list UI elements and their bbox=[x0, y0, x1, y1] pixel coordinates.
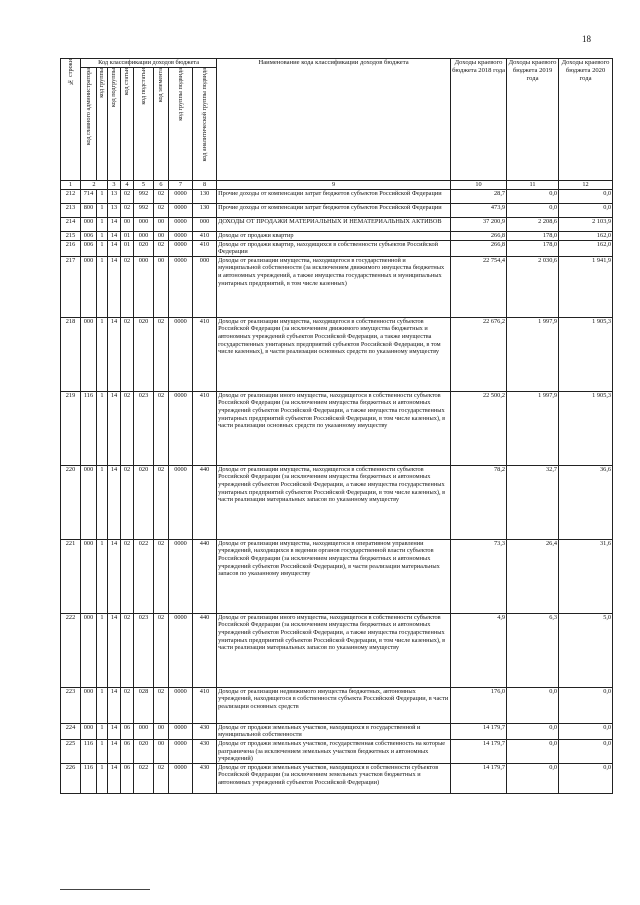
table-row bbox=[61, 465, 613, 539]
code-col-header: код подстатьи bbox=[134, 68, 154, 181]
code-cell: 00 bbox=[154, 739, 169, 763]
code-cell: 0000 bbox=[169, 317, 193, 391]
line-number-cell: 223 bbox=[61, 687, 81, 723]
code-cell: 000 bbox=[81, 465, 97, 539]
revenue-amount-cell: 0,0 bbox=[559, 687, 613, 723]
code-cell: 440 bbox=[193, 539, 217, 613]
revenue-amount-cell: 14 179,7 bbox=[451, 739, 507, 763]
code-cell: 000 bbox=[81, 613, 97, 687]
code-cell: 116 bbox=[81, 739, 97, 763]
code-cell: 13 bbox=[108, 190, 121, 204]
revenue-amount-cell: 0,0 bbox=[507, 190, 559, 204]
code-cell: 006 bbox=[81, 240, 97, 256]
revenue-amount-cell: 36,6 bbox=[559, 465, 613, 539]
revenue-name-cell: Прочие доходы от компенсации затрат бюджетов субъектов Российской Федерации bbox=[217, 190, 451, 204]
table-row bbox=[61, 613, 613, 687]
code-cell: 000 bbox=[81, 723, 97, 739]
revenue-amount-cell: 162,0 bbox=[559, 240, 613, 256]
code-cell: 0000 bbox=[169, 232, 193, 241]
code-cell: 14 bbox=[108, 256, 121, 317]
code-cell: 02 bbox=[121, 204, 134, 218]
column-number: 1 bbox=[61, 181, 81, 190]
code-cell: 410 bbox=[193, 391, 217, 465]
revenue-amount-cell: 1 905,3 bbox=[559, 391, 613, 465]
code-cell: 130 bbox=[193, 204, 217, 218]
code-cell: 02 bbox=[154, 687, 169, 723]
line-number-cell: 226 bbox=[61, 763, 81, 793]
code-col-header: код аналитической группы подвида bbox=[193, 68, 217, 181]
code-cell: 00 bbox=[154, 232, 169, 241]
code-cell: 410 bbox=[193, 240, 217, 256]
code-cell: 1 bbox=[97, 539, 108, 613]
code-cell: 714 bbox=[81, 190, 97, 204]
code-cell: 02 bbox=[121, 256, 134, 317]
code-cell: 14 bbox=[108, 539, 121, 613]
code-cell: 800 bbox=[81, 204, 97, 218]
code-col-header: код группы bbox=[97, 68, 108, 181]
revenue-amount-cell: 14 179,7 bbox=[451, 723, 507, 739]
revenue-amount-cell: 28,7 bbox=[451, 190, 507, 204]
line-number-cell: 215 bbox=[61, 232, 81, 241]
classification-code-group-header: Код классификации доходов бюджета bbox=[81, 59, 217, 68]
code-cell: 1 bbox=[97, 613, 108, 687]
revenue-amount-cell: 1 997,9 bbox=[507, 317, 559, 391]
revenue-amount-cell: 473,9 bbox=[451, 204, 507, 218]
code-cell: 02 bbox=[121, 539, 134, 613]
revenue-name-cell: Доходы от продажи квартир, находящихся в собственности субъектов Российской Федерации bbox=[217, 240, 451, 256]
line-number-cell: 222 bbox=[61, 613, 81, 687]
code-cell: 14 bbox=[108, 465, 121, 539]
revenue-amount-cell: 0,0 bbox=[507, 723, 559, 739]
revenue-amount-cell: 37 200,9 bbox=[451, 218, 507, 232]
table-row bbox=[61, 218, 613, 232]
code-cell: 14 bbox=[108, 391, 121, 465]
code-cell: 022 bbox=[134, 539, 154, 613]
code-cell: 00 bbox=[121, 218, 134, 232]
code-cell: 000 bbox=[134, 256, 154, 317]
code-cell: 020 bbox=[134, 739, 154, 763]
code-cell: 430 bbox=[193, 723, 217, 739]
code-cell: 02 bbox=[121, 465, 134, 539]
code-cell: 13 bbox=[108, 204, 121, 218]
code-cell: 1 bbox=[97, 391, 108, 465]
revenue-2018-header: Доходы краевого бюджета 2018 года bbox=[451, 59, 507, 181]
column-number: 8 bbox=[193, 181, 217, 190]
code-col-header: код группы подвида bbox=[169, 68, 193, 181]
revenue-amount-cell: 2 208,6 bbox=[507, 218, 559, 232]
code-cell: 0000 bbox=[169, 613, 193, 687]
code-cell: 0000 bbox=[169, 240, 193, 256]
code-cell: 0000 bbox=[169, 190, 193, 204]
code-cell: 01 bbox=[121, 240, 134, 256]
code-cell: 000 bbox=[81, 539, 97, 613]
revenue-amount-cell: 0,0 bbox=[559, 763, 613, 793]
code-cell: 14 bbox=[108, 763, 121, 793]
line-number-cell: 224 bbox=[61, 723, 81, 739]
revenue-2020-header: Доходы краевого бюджета 2020 года bbox=[559, 59, 613, 181]
revenue-amount-cell: 162,0 bbox=[559, 232, 613, 241]
code-cell: 440 bbox=[193, 613, 217, 687]
revenue-name-cell: Доходы от продажи земельных участков, государственная собственность на которые разграничена (за исключением земельных участков бюджетных и автономных учреждений) bbox=[217, 739, 451, 763]
revenue-amount-cell: 0,0 bbox=[507, 763, 559, 793]
revenue-amount-cell: 2 030,6 bbox=[507, 256, 559, 317]
table-row bbox=[61, 240, 613, 256]
code-cell: 02 bbox=[121, 190, 134, 204]
column-number: 12 bbox=[559, 181, 613, 190]
code-cell: 01 bbox=[121, 232, 134, 241]
revenue-amount-cell: 0,0 bbox=[507, 687, 559, 723]
code-cell: 02 bbox=[121, 317, 134, 391]
code-cell: 000 bbox=[81, 256, 97, 317]
line-number-cell: 214 bbox=[61, 218, 81, 232]
code-cell: 410 bbox=[193, 232, 217, 241]
code-cell: 006 bbox=[81, 232, 97, 241]
code-cell: 130 bbox=[193, 190, 217, 204]
table-row bbox=[61, 539, 613, 613]
table-row bbox=[61, 763, 613, 793]
line-number-cell: 213 bbox=[61, 204, 81, 218]
line-number-cell: 225 bbox=[61, 739, 81, 763]
line-number-cell: 219 bbox=[61, 391, 81, 465]
code-col-header: код элемента bbox=[154, 68, 169, 181]
table-row bbox=[61, 723, 613, 739]
revenue-amount-cell: 5,0 bbox=[559, 613, 613, 687]
revenue-name-cell: Доходы от продажи земельных участков, находящихся в государственной и муниципальной собственности bbox=[217, 723, 451, 739]
code-cell: 028 bbox=[134, 687, 154, 723]
revenue-name-cell: Доходы от продажи квартир bbox=[217, 232, 451, 241]
code-cell: 022 bbox=[134, 763, 154, 793]
revenue-amount-cell: 1 941,9 bbox=[559, 256, 613, 317]
code-cell: 1 bbox=[97, 204, 108, 218]
table-row bbox=[61, 256, 613, 317]
code-cell: 000 bbox=[81, 218, 97, 232]
revenue-amount-cell: 31,6 bbox=[559, 539, 613, 613]
code-cell: 02 bbox=[154, 763, 169, 793]
code-cell: 1 bbox=[97, 232, 108, 241]
code-cell: 14 bbox=[108, 739, 121, 763]
revenue-amount-cell: 78,2 bbox=[451, 465, 507, 539]
code-cell: 02 bbox=[154, 613, 169, 687]
code-cell: 0000 bbox=[169, 539, 193, 613]
revenue-amount-cell: 73,3 bbox=[451, 539, 507, 613]
table-row bbox=[61, 391, 613, 465]
code-col-header: код статьи bbox=[121, 68, 134, 181]
column-number: 4 bbox=[121, 181, 134, 190]
code-cell: 1 bbox=[97, 256, 108, 317]
code-cell: 1 bbox=[97, 739, 108, 763]
revenue-2019-header: Доходы краевого бюджета 2019 года bbox=[507, 59, 559, 181]
code-cell: 1 bbox=[97, 190, 108, 204]
revenue-amount-cell: 14 179,7 bbox=[451, 763, 507, 793]
revenue-name-cell: Доходы от реализации иного имущества, находящегося в собственности субъектов Российской Федерации (за исключением имущества бюджетных и автономных учреждений субъектов Российской Федерации, а также имущества государственных унитарных предприятий субъектов Российской Федерации, в том числе казенных), в части реализации материальных запасов по указанному имуществу bbox=[217, 613, 451, 687]
code-cell: 06 bbox=[121, 723, 134, 739]
code-cell: 0000 bbox=[169, 763, 193, 793]
table-row bbox=[61, 687, 613, 723]
revenue-amount-cell: 2 103,9 bbox=[559, 218, 613, 232]
revenue-amount-cell: 0,0 bbox=[559, 723, 613, 739]
code-cell: 1 bbox=[97, 723, 108, 739]
table-row bbox=[61, 190, 613, 204]
code-cell: 430 bbox=[193, 763, 217, 793]
code-cell: 1 bbox=[97, 687, 108, 723]
revenue-amount-cell: 0,0 bbox=[507, 204, 559, 218]
code-cell: 020 bbox=[134, 317, 154, 391]
column-number: 6 bbox=[154, 181, 169, 190]
code-cell: 440 bbox=[193, 465, 217, 539]
code-cell: 000 bbox=[193, 218, 217, 232]
code-cell: 0000 bbox=[169, 204, 193, 218]
code-cell: 14 bbox=[108, 613, 121, 687]
code-cell: 00 bbox=[154, 723, 169, 739]
code-col-header: код подгруппы bbox=[108, 68, 121, 181]
table-row bbox=[61, 317, 613, 391]
revenue-amount-cell: 26,4 bbox=[507, 539, 559, 613]
line-number-cell: 217 bbox=[61, 256, 81, 317]
line-number-header: № строки bbox=[61, 59, 81, 181]
code-cell: 0000 bbox=[169, 256, 193, 317]
revenue-amount-cell: 22 754,4 bbox=[451, 256, 507, 317]
column-number: 2 bbox=[81, 181, 108, 190]
revenue-name-cell: Доходы от реализации имущества, находящегося в оперативном управлении учреждений, находящихся в ведении органов государственной власти субъектов Российской Федерации (за исключением имущества бюджетных и автономных учреждений субъектов Российской Федерации), в части реализации материальных запасов по указанному имуществу bbox=[217, 539, 451, 613]
revenue-amount-cell: 1 905,3 bbox=[559, 317, 613, 391]
revenue-amount-cell: 1 997,9 bbox=[507, 391, 559, 465]
revenue-amount-cell: 32,7 bbox=[507, 465, 559, 539]
page-number: 18 bbox=[582, 34, 591, 44]
revenue-amount-cell: 178,0 bbox=[507, 232, 559, 241]
code-cell: 02 bbox=[154, 204, 169, 218]
revenue-name-cell: Прочие доходы от компенсации затрат бюджетов субъектов Российской Федерации bbox=[217, 204, 451, 218]
code-cell: 14 bbox=[108, 240, 121, 256]
code-cell: 410 bbox=[193, 317, 217, 391]
code-cell: 0000 bbox=[169, 687, 193, 723]
code-cell: 000 bbox=[81, 687, 97, 723]
column-number-row bbox=[61, 181, 613, 190]
revenue-name-cell: Доходы от реализации иного имущества, находящегося в собственности субъектов Российской Федерации (за исключением имущества бюджетных и автономных учреждений субъектов Российской Федерации, а также имущества государственных унитарных предприятий субъектов Российской Федерации, в том числе казенных), в части реализации основных средств по указанному имуществу bbox=[217, 391, 451, 465]
column-number: 11 bbox=[507, 181, 559, 190]
code-cell: 000 bbox=[81, 317, 97, 391]
code-cell: 000 bbox=[134, 723, 154, 739]
code-cell: 1 bbox=[97, 240, 108, 256]
code-col-header: код главного администратора bbox=[81, 68, 97, 181]
revenue-name-cell: Доходы от реализации имущества, находящегося в собственности субъектов Российской Федерации (за исключением движимого имущества бюджетных и автономных учреждений субъектов Российской Федерации, а также имущества государственных унитарных предприятий субъектов Российской Федерации, в том числе казенных), в части реализации основных средств по указанному имуществу bbox=[217, 317, 451, 391]
code-cell: 02 bbox=[154, 465, 169, 539]
code-cell: 0000 bbox=[169, 465, 193, 539]
code-cell: 023 bbox=[134, 391, 154, 465]
revenue-amount-cell: 176,0 bbox=[451, 687, 507, 723]
code-cell: 1 bbox=[97, 317, 108, 391]
revenue-amount-cell: 6,3 bbox=[507, 613, 559, 687]
code-cell: 02 bbox=[154, 190, 169, 204]
code-cell: 02 bbox=[121, 613, 134, 687]
code-cell: 000 bbox=[193, 256, 217, 317]
code-cell: 00 bbox=[154, 218, 169, 232]
code-cell: 14 bbox=[108, 218, 121, 232]
code-cell: 020 bbox=[134, 465, 154, 539]
code-cell: 02 bbox=[154, 539, 169, 613]
revenue-amount-cell: 266,8 bbox=[451, 240, 507, 256]
revenue-amount-cell: 0,0 bbox=[559, 204, 613, 218]
code-cell: 1 bbox=[97, 218, 108, 232]
column-number: 10 bbox=[451, 181, 507, 190]
table-row bbox=[61, 204, 613, 218]
revenue-amount-cell: 178,0 bbox=[507, 240, 559, 256]
name-header: Наименование кода классификации доходов бюджета bbox=[217, 59, 451, 181]
code-cell: 0000 bbox=[169, 218, 193, 232]
code-cell: 430 bbox=[193, 739, 217, 763]
column-number: 5 bbox=[134, 181, 154, 190]
code-cell: 000 bbox=[134, 232, 154, 241]
code-cell: 14 bbox=[108, 317, 121, 391]
code-cell: 0000 bbox=[169, 391, 193, 465]
code-cell: 023 bbox=[134, 613, 154, 687]
code-cell: 116 bbox=[81, 763, 97, 793]
code-cell: 06 bbox=[121, 763, 134, 793]
revenue-name-cell: Доходы от реализации имущества, находящегося в государственной и муниципальной собственности (за исключением движимого имущества бюджетных и автономных учреждений, а также имущества государственных и муниципальных унитарных предприятий, в том числе казенных) bbox=[217, 256, 451, 317]
column-number: 7 bbox=[169, 181, 193, 190]
revenue-name-cell: Доходы от реализации недвижимого имущества бюджетных, автономных учреждений, находящегося в собственности субъекта Российской Федерации, в части реализации основных средств bbox=[217, 687, 451, 723]
code-cell: 02 bbox=[121, 391, 134, 465]
code-cell: 02 bbox=[121, 687, 134, 723]
revenue-amount-cell: 0,0 bbox=[507, 739, 559, 763]
code-cell: 020 bbox=[134, 240, 154, 256]
revenue-amount-cell: 22 500,2 bbox=[451, 391, 507, 465]
budget-revenue-table bbox=[60, 58, 613, 794]
revenue-amount-cell: 0,0 bbox=[559, 739, 613, 763]
line-number-cell: 212 bbox=[61, 190, 81, 204]
code-cell: 116 bbox=[81, 391, 97, 465]
revenue-name-cell: Доходы от продажи земельных участков, находящихся в собственности субъектов Российской Федерации (за исключением земельных участков бюджетных и автономных учреждений субъектов Российской Федерации) bbox=[217, 763, 451, 793]
code-cell: 14 bbox=[108, 687, 121, 723]
code-cell: 1 bbox=[97, 465, 108, 539]
revenue-amount-cell: 22 676,2 bbox=[451, 317, 507, 391]
code-cell: 410 bbox=[193, 687, 217, 723]
table-row bbox=[61, 232, 613, 241]
table-row bbox=[61, 739, 613, 763]
code-cell: 992 bbox=[134, 204, 154, 218]
line-number-cell: 220 bbox=[61, 465, 81, 539]
code-cell: 0000 bbox=[169, 739, 193, 763]
code-cell: 02 bbox=[154, 240, 169, 256]
revenue-amount-cell: 0,0 bbox=[559, 190, 613, 204]
line-number-cell: 218 bbox=[61, 317, 81, 391]
revenue-name-cell: ДОХОДЫ ОТ ПРОДАЖИ МАТЕРИАЛЬНЫХ И НЕМАТЕРИАЛЬНЫХ АКТИВОВ bbox=[217, 218, 451, 232]
code-cell: 14 bbox=[108, 232, 121, 241]
code-cell: 06 bbox=[121, 739, 134, 763]
code-cell: 14 bbox=[108, 723, 121, 739]
column-number: 9 bbox=[217, 181, 451, 190]
footnote-rule bbox=[60, 889, 150, 890]
line-number-cell: 221 bbox=[61, 539, 81, 613]
code-cell: 00 bbox=[154, 256, 169, 317]
code-cell: 000 bbox=[134, 218, 154, 232]
code-cell: 02 bbox=[154, 391, 169, 465]
code-cell: 02 bbox=[154, 317, 169, 391]
code-cell: 992 bbox=[134, 190, 154, 204]
code-cell: 1 bbox=[97, 763, 108, 793]
column-number: 3 bbox=[108, 181, 121, 190]
line-number-cell: 216 bbox=[61, 240, 81, 256]
revenue-amount-cell: 4,9 bbox=[451, 613, 507, 687]
revenue-amount-cell: 266,8 bbox=[451, 232, 507, 241]
revenue-name-cell: Доходы от реализации имущества, находящегося в собственности субъектов Российской Федерации (за исключением имущества бюджетных и автономных учреждений субъектов Российской Федерации, а также имущества государственных унитарных предприятий субъектов Российской Федерации, в том числе казенных), в части реализации материальных запасов по указанному имуществу bbox=[217, 465, 451, 539]
code-cell: 0000 bbox=[169, 723, 193, 739]
